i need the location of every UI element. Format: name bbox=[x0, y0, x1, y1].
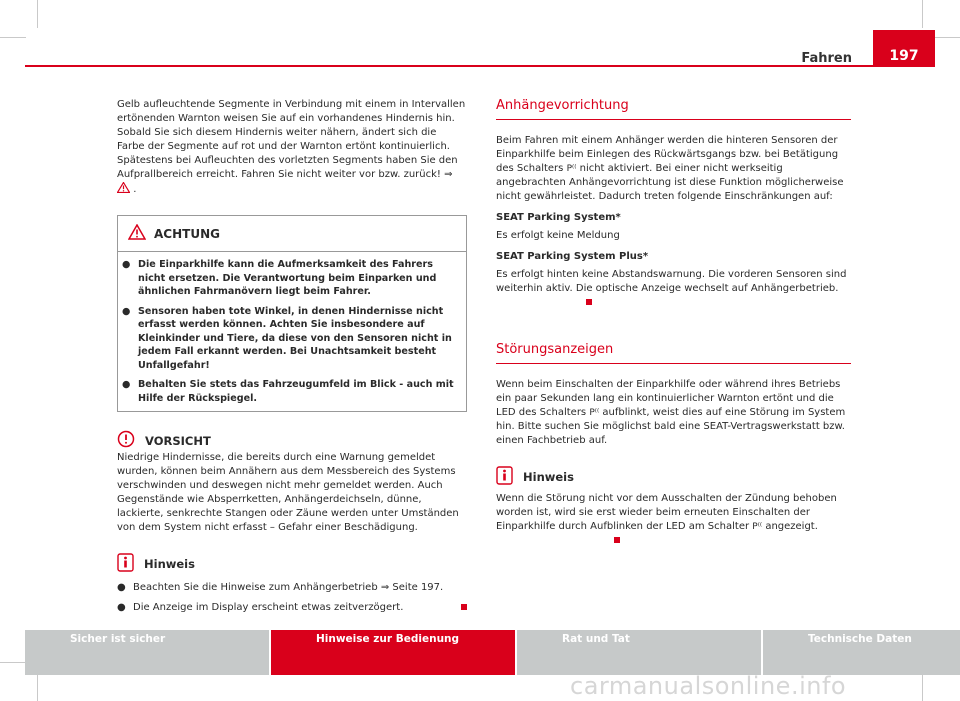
achtung-item: Behalten Sie stets das Fahrzeugumfeld im Blick - auch mit Hilfe der Rückspiegel. bbox=[138, 379, 454, 404]
exclamation-circle-icon bbox=[117, 430, 135, 451]
achtung-item: Sensoren haben tote Winkel, in denen Hindernisse nicht erfasst werden können. Achten Sie insbesondere auf Kleinkinder und Tiere, da diese von den Sensoren nicht in jedem Fall erkannt werden. Bei Unachtsamkeit besteht Unfallgefahr! bbox=[138, 305, 452, 371]
list-item: ● Die Einparkhilfe kann die Aufmerksamkeit des Fahrers nicht ersetzen. Die Verantwortung beim Einparken und ähnlichen Fahrmanövern liegt beim Fahrer. bbox=[122, 258, 462, 299]
tab-rat-und-tat[interactable]: Rat und Tat bbox=[517, 630, 761, 675]
achtung-item: Die Einparkhilfe kann die Aufmerksamkeit des Fahrers nicht ersetzen. Die Verantwortung beim Einparken und ähnlichen Fahrmanövern liegt beim Fahrer. bbox=[138, 259, 437, 297]
hinweis-header bbox=[117, 553, 467, 575]
end-mark bbox=[614, 537, 620, 543]
park-switch-icon: P⁽⁽ bbox=[589, 408, 600, 418]
hinweis-title-right: Hinweis bbox=[523, 470, 574, 484]
vorsicht-title: VORSICHT bbox=[145, 433, 211, 448]
right-column bbox=[496, 98, 851, 548]
crop-mark bbox=[934, 37, 960, 38]
achtung-title: ACHTUNG bbox=[154, 226, 220, 241]
crop-mark bbox=[37, 0, 38, 28]
intro-paragraph: Gelb aufleuchtende Segmente in Verbindung mit einem in Intervallen ertönenden Warnton weisen Sie auf ein vorhandenes Hindernis hin. Sobald Sie sich diesem Hindernis weiter nähern, ändert sich die Farbe der Segmente auf rot und der Warnton ertönt kontinuierlich. Spätestens bei Aufleuchten des vorletzten Segments haben Sie den Aufprallbereich erreicht. Fahren Sie nicht weiter vor bzw. zurück! ⇒ . bbox=[117, 99, 466, 195]
park-switch-icon: P⁽⁽ bbox=[752, 522, 763, 532]
system1-label: SEAT Parking System* bbox=[496, 212, 621, 223]
intro-text: Gelb aufleuchtende Segmente in Verbindung mit einem in Intervallen ertönenden Warnton weisen Sie auf ein vorhandenes Hindernis hin. Sobald Sie sich diesem Hindernis weiter nähern, ändert sich die Farbe der Segmente auf rot und der Warnton ertönt kontinuierlich. Spätestens bei Aufleuchten des vorletzten Segments haben Sie den Aufprallbereich erreicht. Fahren Sie nicht weiter vor bzw. zurück! ⇒ bbox=[117, 99, 466, 180]
hinweis-header-right bbox=[496, 466, 851, 488]
crop-mark bbox=[0, 37, 26, 38]
left-column bbox=[117, 98, 467, 615]
crop-mark bbox=[0, 662, 26, 663]
park-switch-icon: P⁽⁽ bbox=[566, 164, 577, 174]
list-item: ● Die Anzeige im Display erscheint etwas zeitverzögert. bbox=[117, 601, 467, 615]
system1-text: Es erfolgt keine Meldung bbox=[496, 230, 620, 241]
tab-hinweise-zur-bedienung[interactable]: Hinweise zur Bedienung bbox=[271, 630, 515, 675]
warning-triangle-icon bbox=[128, 224, 146, 243]
system2-text: Es erfolgt hinten keine Abstandswarnung. Die vorderen Sensoren sind weiterhin aktiv. Die optische Anzeige wechselt auf Anhängerbetrieb. bbox=[496, 268, 851, 310]
vorsicht-text: Niedrige Hindernisse, die bereits durch eine Warnung gemeldet wurden, können beim Annähern aus dem Messbereich des Systems verschwinden und deswegen nicht mehr gemeldet werden. Auch Gegenstände wie Absperrketten, Anhängerdeichseln, dünne, lackierte, senkrechte Stangen oder Zäune werden unter Umständen von dem System nicht erfasst – Gefahr einer Beschädigung. bbox=[117, 452, 459, 533]
watermark: carmanualsonline.info bbox=[570, 672, 847, 700]
info-hand-icon bbox=[117, 553, 134, 575]
end-mark bbox=[586, 299, 592, 305]
end-mark bbox=[461, 604, 467, 610]
tab-technische-daten[interactable]: Technische Daten bbox=[763, 630, 960, 675]
achtung-box bbox=[117, 215, 467, 412]
stoerung-heading: Störungsanzeigen bbox=[496, 342, 851, 364]
info-hand-icon bbox=[496, 466, 513, 488]
tab-sicher-ist-sicher[interactable]: Sicher ist sicher bbox=[25, 630, 269, 675]
hinweis-item: Beachten Sie die Hinweise zum Anhängerbetrieb ⇒ Seite 197. bbox=[133, 582, 444, 593]
hinweis-item: Die Anzeige im Display erscheint etwas zeitverzögert. bbox=[133, 602, 404, 613]
footer-nav bbox=[25, 630, 960, 675]
page-number: 197 bbox=[873, 30, 935, 67]
anhaenger-text: Beim Fahren mit einem Anhänger werden die hinteren Sensoren der Einparkhilfe beim Einlegen des Rückwärtsgangs bzw. bei Betätigung des Schalters P⁽⁽ nicht aktiviert. Bei einer nicht werkseitig angebrachten Anhängevorrichtung ist diese Funktion möglicherweise nicht gewährleistet. Dadurch treten folgende Einschränkungen auf: bbox=[496, 135, 844, 202]
vorsicht-header bbox=[117, 430, 467, 451]
achtung-body bbox=[118, 252, 466, 411]
warning-triangle-icon bbox=[117, 184, 133, 195]
list-item: ● Beachten Sie die Hinweise zum Anhängerbetrieb ⇒ Seite 197. bbox=[117, 582, 444, 593]
stoerung-text: Wenn beim Einschalten der Einparkhilfe oder während ihres Betriebs ein paar Sekunden lang ein kontinuierlicher Warnton ertönt und die LED des Schalters P⁽⁽ aufblinkt, weist dies auf eine Störung im System hin. Bitte suchen Sie möglichst bald eine SEAT-Vertragswerkstatt bzw. einen Fachbetrieb auf. bbox=[496, 379, 846, 446]
hinweis-list bbox=[117, 581, 467, 615]
system2-label: SEAT Parking System Plus* bbox=[496, 251, 649, 262]
list-item: ● Behalten Sie stets das Fahrzeugumfeld im Blick - auch mit Hilfe der Rückspiegel. bbox=[122, 378, 462, 405]
anhaenger-heading: Anhängevorrichtung bbox=[496, 98, 851, 120]
section-title: Fahren bbox=[801, 51, 852, 66]
crop-mark bbox=[922, 675, 923, 701]
crop-mark bbox=[37, 675, 38, 701]
list-item: ● Sensoren haben tote Winkel, in denen Hindernisse nicht erfasst werden können. Achten Sie insbesondere auf Kleinkinder und Tiere, da diese von den Sensoren nicht in jedem Fall erkannt werden. Bei Unachtsamkeit besteht Unfallgefahr! bbox=[122, 305, 462, 373]
hinweis-text-right: Wenn die Störung nicht vor dem Ausschalten der Zündung behoben worden ist, wird sie erst wieder beim erneuten Einschalten der Einparkhilfe durch Aufblinken der LED am Schalter P⁽⁽ angezeigt. bbox=[496, 492, 851, 548]
crop-mark bbox=[922, 0, 923, 28]
hinweis-title: Hinweis bbox=[144, 557, 195, 571]
achtung-header bbox=[118, 216, 466, 252]
